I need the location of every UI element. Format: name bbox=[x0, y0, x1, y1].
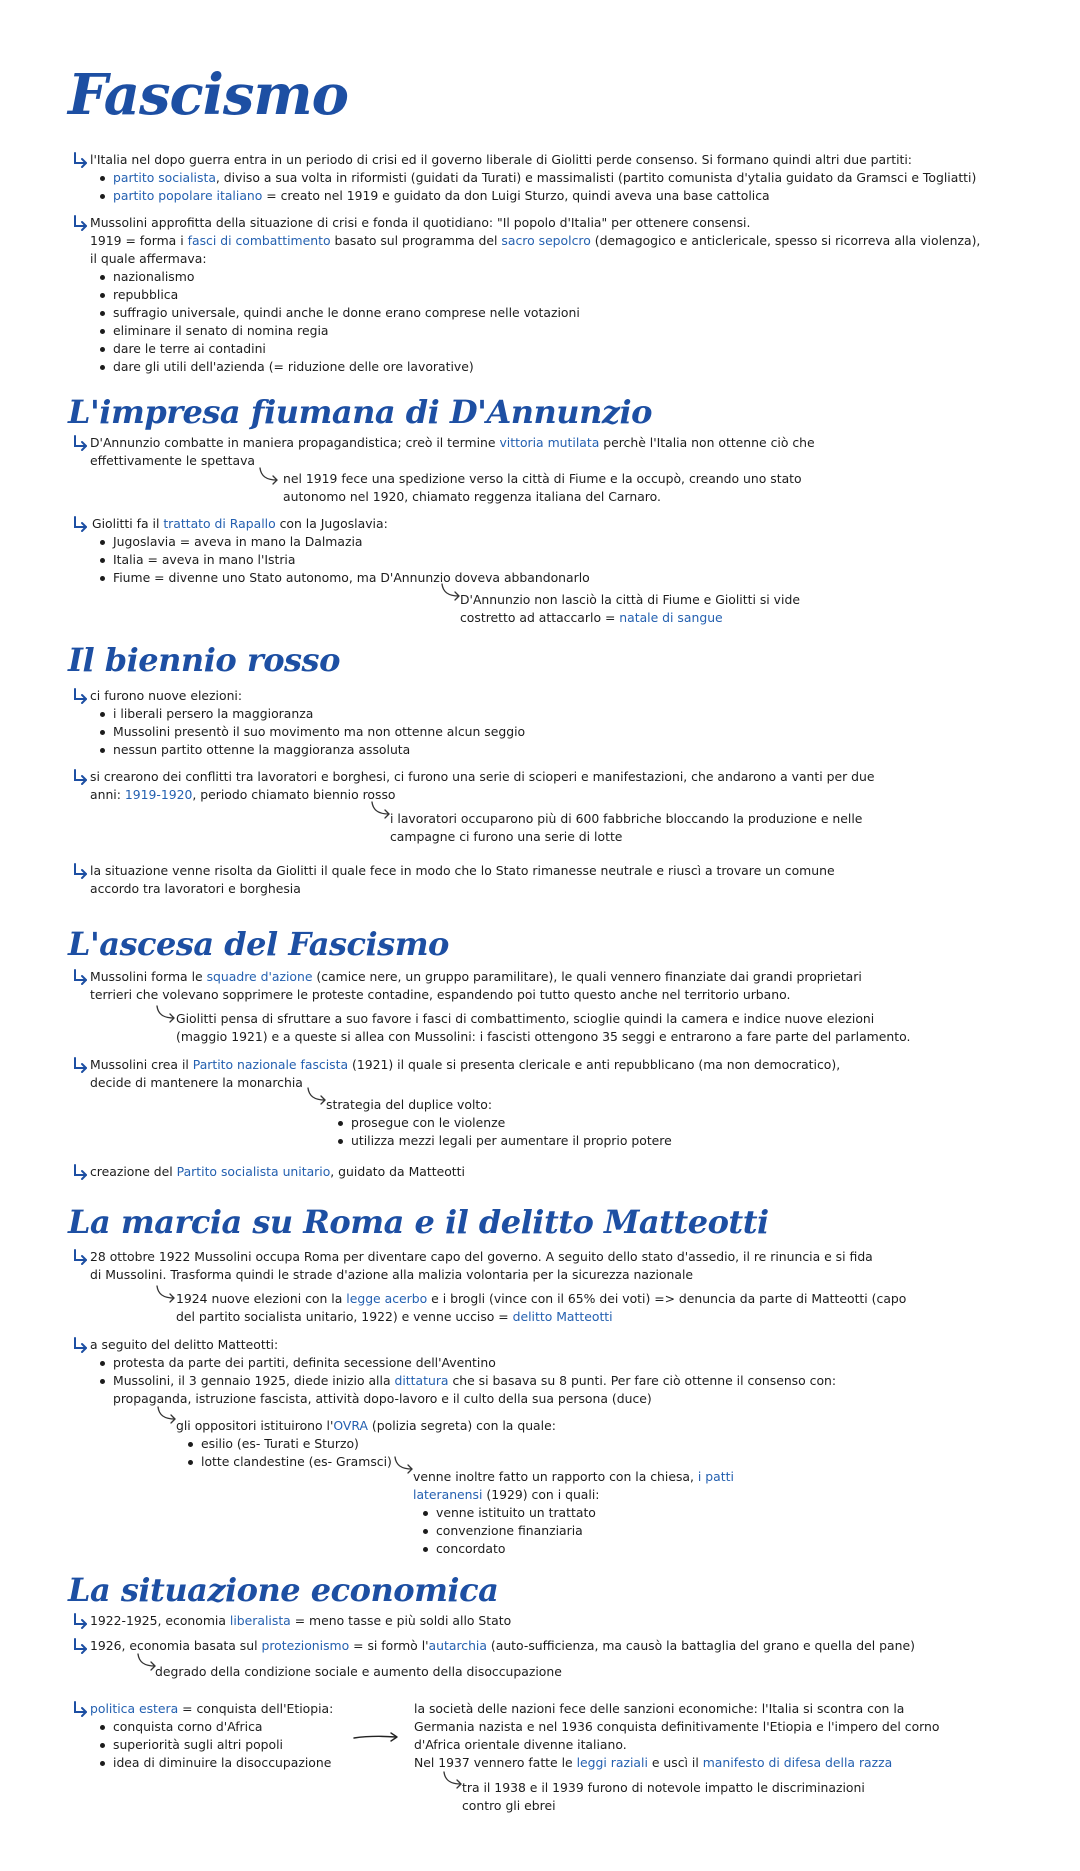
list-item: convenzione finanziaria bbox=[419, 1522, 596, 1540]
list-item: utilizza mezzi legali per aumentare il proprio potere bbox=[334, 1132, 672, 1150]
hook-arrow-icon bbox=[72, 151, 90, 169]
hook-arrow-icon bbox=[72, 434, 90, 452]
paragraph: 28 ottobre 1922 Mussolini occupa Roma per diventare capo del governo. A seguito dello stato d'assedio, il re rinuncia e si fida bbox=[90, 1249, 873, 1264]
section-title: Il biennio rosso bbox=[68, 641, 340, 679]
curved-arrow-icon bbox=[440, 582, 462, 602]
section-title: L'ascesa del Fascismo bbox=[68, 925, 449, 963]
list-item: Italia = aveva in mano l'Istria bbox=[96, 551, 590, 569]
hook-arrow-icon bbox=[72, 1163, 90, 1181]
list-item: dare gli utili dell'azienda (= riduzione delle ore lavorative) bbox=[96, 358, 580, 376]
paragraph: la situazione venne risolta da Giolitti il quale fece in modo che lo Stato rimanesse neutrale e riuscì a trovare un comune bbox=[90, 863, 835, 878]
list-item: concordato bbox=[419, 1540, 596, 1558]
list-item: esilio (es- Turati e Sturzo) bbox=[184, 1435, 392, 1453]
paragraph: Giolitti fa il trattato di Rapallo con la Jugoslavia: bbox=[92, 516, 388, 531]
paragraph: a seguito del delitto Matteotti: bbox=[90, 1337, 279, 1352]
paragraph: Mussolini forma le squadre d'azione (camice nere, un gruppo paramilitare), le quali vennero finanziate dai grandi proprietari bbox=[90, 969, 862, 984]
paragraph: effettivamente le spettava bbox=[90, 453, 256, 468]
sub-note: (maggio 1921) e a queste si allea con Mussolini: i fascisti ottengono 35 seggi e entrarono a fare parte del parlamento. bbox=[176, 1029, 911, 1044]
hook-arrow-icon bbox=[72, 1612, 90, 1630]
list-item: Mussolini presentò il suo movimento ma non ottenne alcun seggio bbox=[96, 723, 525, 741]
hook-arrow-icon bbox=[72, 1637, 90, 1655]
sub-note: venne inoltre fatto un rapporto con la chiesa, i patti bbox=[413, 1469, 734, 1484]
hook-arrow-icon bbox=[72, 968, 90, 986]
list-item: eliminare il senato di nomina regia bbox=[96, 322, 580, 340]
curved-arrow-icon bbox=[156, 1405, 178, 1425]
sub-note: tra il 1938 e il 1939 furono di notevole impatto le discriminazioni bbox=[462, 1780, 865, 1795]
curved-arrow-icon bbox=[306, 1086, 328, 1106]
paragraph: D'Annunzio combatte in maniera propagandistica; creò il termine vittoria mutilata perchè l'Italia non ottenne ciò che bbox=[90, 435, 815, 450]
sub-note: del partito socialista unitario, 1922) e venne ucciso = delitto Matteotti bbox=[176, 1309, 613, 1324]
paragraph: 1926, economia basata sul protezionismo = si formò l'autarchia (auto-sufficienza, ma causò la battaglia del grano e quella del pane) bbox=[90, 1638, 915, 1653]
paragraph: decide di mantenere la monarchia bbox=[90, 1075, 303, 1090]
paragraph: Mussolini approfitta della situazione di crisi e fonda il quotidiano: "Il popolo d'Italia" per ottenere consensi. bbox=[90, 215, 751, 230]
list-item: Mussolini, il 3 gennaio 1925, diede inizio alla dittatura che si basava su 8 punti. Per fare ciò ottenne il consenso con: bbox=[96, 1372, 836, 1390]
sub-note: 1924 nuove elezioni con la legge acerbo e i brogli (vince con il 65% dei voti) => denuncia da parte di Matteotti (capo bbox=[176, 1291, 907, 1306]
lateran-list bbox=[419, 1504, 596, 1558]
list-item: partito socialista, diviso a sua volta in riformisti (guidati da Turati) e massimalisti (partito comunista d'ytalia guidato da Gramsci e Togliatti) bbox=[96, 169, 976, 187]
paragraph: d'Africa orientale divenne italiano. bbox=[414, 1737, 627, 1752]
hook-arrow-icon bbox=[72, 214, 90, 232]
paragraph: il quale affermava: bbox=[90, 251, 207, 266]
hook-arrow-icon bbox=[72, 515, 90, 533]
foreign-policy-list bbox=[96, 1718, 331, 1772]
program-list bbox=[96, 268, 580, 376]
hook-arrow-icon bbox=[72, 1336, 90, 1354]
curved-arrow-icon bbox=[442, 1770, 464, 1790]
sub-note: gli oppositori istituirono l'OVRA (polizia segreta) con la quale: bbox=[176, 1418, 556, 1433]
sub-note: nel 1919 fece una spedizione verso la città di Fiume e la occupò, creando uno stato bbox=[283, 471, 802, 486]
list-item: nessun partito ottenne la maggioranza assoluta bbox=[96, 741, 525, 759]
sub-note: Giolitti pensa di sfruttare a suo favore i fasci di combattimento, scioglie quindi la camera e indice nuove elezioni bbox=[176, 1011, 875, 1026]
curved-arrow-icon bbox=[370, 800, 392, 820]
section-title: La situazione economica bbox=[68, 1571, 499, 1609]
paragraph: la società delle nazioni fece delle sanzioni economiche: l'Italia si scontra con la bbox=[414, 1701, 905, 1716]
paragraph: terrieri che volevano sopprimere le proteste contadine, espandendo poi tutto questo anche nel territorio urbano. bbox=[90, 987, 791, 1002]
hook-arrow-icon bbox=[72, 768, 90, 786]
paragraph: 1919 = forma i fasci di combattimento basato sul programma del sacro sepolcro (demagogico e anticlericale, spesso si ricorreva alla violenza), bbox=[90, 233, 981, 248]
list-item: protesta da parte dei partiti, definita secessione dell'Aventino bbox=[96, 1354, 836, 1372]
list-item: Jugoslavia = aveva in mano la Dalmazia bbox=[96, 533, 590, 551]
paragraph: Germania nazista e nel 1936 conquista definitivamente l'Etiopia e l'impero del corno bbox=[414, 1719, 940, 1734]
section-title: La marcia su Roma e il delitto Matteotti bbox=[68, 1203, 769, 1241]
list-item: venne istituito un trattato bbox=[419, 1504, 596, 1522]
paragraph: Nel 1937 vennero fatte le leggi raziali e uscì il manifesto di difesa della razza bbox=[414, 1755, 893, 1770]
list-item: Fiume = divenne uno Stato autonomo, ma D'Annunzio doveva abbandonarlo bbox=[96, 569, 590, 587]
sub-note: degrado della condizione sociale e aumento della disoccupazione bbox=[155, 1664, 562, 1679]
opposition-list bbox=[184, 1435, 392, 1471]
list-item: suffragio universale, quindi anche le donne erano comprese nelle votazioni bbox=[96, 304, 580, 322]
hook-arrow-icon bbox=[72, 1056, 90, 1074]
paragraph: politica estera = conquista dell'Etiopia: bbox=[90, 1701, 334, 1716]
strategy-list bbox=[334, 1114, 672, 1150]
sub-note: costretto ad attaccarlo = natale di sangue bbox=[460, 610, 723, 625]
curved-arrow-icon bbox=[155, 1284, 177, 1304]
paragraph: si crearono dei conflitti tra lavoratori e borghesi, ci furono una serie di scioperi e manifestazioni, che andarono a vanti per due bbox=[90, 769, 875, 784]
hook-arrow-icon bbox=[72, 1248, 90, 1266]
consequences-list bbox=[96, 1354, 836, 1390]
list-item-continuation: propaganda, istruzione fascista, attività dopo-lavoro e il culto della sua persona (duce) bbox=[113, 1391, 652, 1406]
treaty-list bbox=[96, 533, 590, 587]
list-item: conquista corno d'Africa bbox=[96, 1718, 331, 1736]
sub-note: campagne ci furono una serie di lotte bbox=[390, 829, 623, 844]
sub-note: strategia del duplice volto: bbox=[326, 1097, 493, 1112]
paragraph: 1922-1925, economia liberalista = meno tasse e più soldi allo Stato bbox=[90, 1613, 512, 1628]
sub-note: autonomo nel 1920, chiamato reggenza italiana del Carnaro. bbox=[283, 489, 661, 504]
section-title: L'impresa fiumana di D'Annunzio bbox=[68, 393, 652, 431]
curved-arrow-icon bbox=[155, 1004, 177, 1024]
parties-list bbox=[96, 169, 976, 205]
paragraph: accordo tra lavoratori e borghesia bbox=[90, 881, 301, 896]
right-arrow-icon bbox=[352, 1730, 400, 1744]
list-item: nazionalismo bbox=[96, 268, 580, 286]
list-item: dare le terre ai contadini bbox=[96, 340, 580, 358]
list-item: idea di diminuire la disoccupazione bbox=[96, 1754, 331, 1772]
page-title: Fascismo bbox=[68, 62, 349, 128]
sub-note: D'Annunzio non lasciò la città di Fiume e Giolitti si vide bbox=[460, 592, 800, 607]
sub-note: contro gli ebrei bbox=[462, 1798, 556, 1813]
list-item: repubblica bbox=[96, 286, 580, 304]
list-item: prosegue con le violenze bbox=[334, 1114, 672, 1132]
paragraph: di Mussolini. Trasforma quindi le strade d'azione alla malizia volontaria per la sicurezza nazionale bbox=[90, 1267, 694, 1282]
paragraph: l'Italia nel dopo guerra entra in un periodo di crisi ed il governo liberale di Giolitti perde consenso. Si formano quindi altri due partiti: bbox=[90, 152, 912, 167]
paragraph: ci furono nuove elezioni: bbox=[90, 688, 243, 703]
list-item: lotte clandestine (es- Gramsci) bbox=[184, 1453, 392, 1471]
hook-arrow-icon bbox=[72, 687, 90, 705]
paragraph: anni: 1919-1920, periodo chiamato biennio rosso bbox=[90, 787, 396, 802]
paragraph: Mussolini crea il Partito nazionale fascista (1921) il quale si presenta clericale e anti repubblicano (ma non democratico), bbox=[90, 1057, 841, 1072]
hook-arrow-icon bbox=[72, 1700, 90, 1718]
curved-arrow-icon bbox=[393, 1455, 415, 1475]
sub-note: i lavoratori occuparono più di 600 fabbriche bloccando la produzione e nelle bbox=[390, 811, 863, 826]
sub-note: lateranensi (1929) con i quali: bbox=[413, 1487, 600, 1502]
list-item: partito popolare italiano = creato nel 1919 e guidato da don Luigi Sturzo, quindi aveva una base cattolica bbox=[96, 187, 976, 205]
list-item: superiorità sugli altri popoli bbox=[96, 1736, 331, 1754]
curved-arrow-icon bbox=[258, 466, 280, 486]
paragraph: creazione del Partito socialista unitario, guidato da Matteotti bbox=[90, 1164, 465, 1179]
elections-list bbox=[96, 705, 525, 759]
list-item: i liberali persero la maggioranza bbox=[96, 705, 525, 723]
hook-arrow-icon bbox=[72, 862, 90, 880]
